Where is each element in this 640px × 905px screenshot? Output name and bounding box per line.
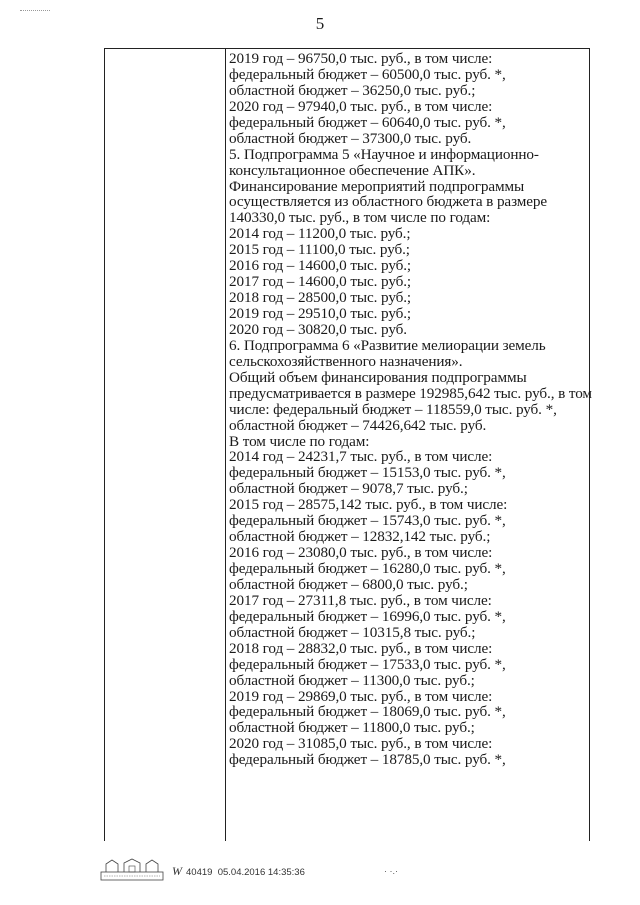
text-line: 2016 год – 23080,0 тыс. руб., в том числе: xyxy=(229,544,493,562)
registry-stamp-logo-icon xyxy=(100,858,164,882)
text-line: 5. Подпрограмма 5 «Научное и информационно- xyxy=(229,145,539,163)
text-line: Финансирование мероприятий подпрограммы xyxy=(229,177,525,195)
text-line: областной бюджет – 10315,8 тыс. руб.; xyxy=(229,623,476,641)
document-footer xyxy=(100,858,540,884)
text-line: федеральный бюджет – 60500,0 тыс. руб. *, xyxy=(229,65,506,83)
text-line: 6. Подпрограмма 6 «Развитие мелиорации земель xyxy=(229,336,546,354)
text-line: 2014 год – 24231,7 тыс. руб., в том числе: xyxy=(229,448,493,466)
scan-corner-mark xyxy=(20,10,50,13)
text-line: областной бюджет – 12832,142 тыс. руб.; xyxy=(229,528,491,546)
doc-timestamp: 05.04.2016 14:35:36 xyxy=(217,867,305,878)
text-line: 2017 год – 14600,0 тыс. руб.; xyxy=(229,273,412,291)
text-line: федеральный бюджет – 18069,0 тыс. руб. *, xyxy=(229,703,506,721)
document-registration-info xyxy=(172,864,305,879)
text-line: 2014 год – 11200,0 тыс. руб.; xyxy=(229,225,411,243)
text-line: 2016 год – 14600,0 тыс. руб.; xyxy=(229,257,412,275)
text-line: Общий объем финансирования подпрограммы xyxy=(229,368,527,386)
text-line: федеральный бюджет – 60640,0 тыс. руб. *, xyxy=(229,113,506,131)
text-line: областной бюджет – 9078,7 тыс. руб.; xyxy=(229,480,468,498)
text-line: областной бюджет – 11300,0 тыс. руб.; xyxy=(229,671,475,689)
text-line: 2017 год – 27311,8 тыс. руб., в том числе: xyxy=(229,591,492,609)
text-line: предусматривается в размере 192985,642 тыс. руб., в том xyxy=(229,384,592,402)
text-line: 2018 год – 28500,0 тыс. руб.; xyxy=(229,289,412,307)
text-line: федеральный бюджет – 15743,0 тыс. руб. *, xyxy=(229,512,506,530)
text-line: областной бюджет – 6800,0 тыс. руб.; xyxy=(229,575,468,593)
text-line: 2018 год – 28832,0 тыс. руб., в том числе: xyxy=(229,639,493,657)
text-line: В том числе по годам: xyxy=(229,432,370,450)
text-line: сельскохозяйственного назначения». xyxy=(229,352,463,370)
text-line: областной бюджет – 37300,0 тыс. руб. xyxy=(229,129,472,147)
text-line: 2019 год – 29510,0 тыс. руб.; xyxy=(229,305,412,322)
text-line: числе: федеральный бюджет – 118559,0 тыс. руб. *, xyxy=(229,400,557,418)
page-number: 5 xyxy=(315,14,325,33)
text-line: областной бюджет – 74426,642 тыс. руб. xyxy=(229,416,487,434)
text-line: 2020 год – 30820,0 тыс. руб. xyxy=(229,320,407,338)
text-line: консультационное обеспечение АПК». xyxy=(229,161,476,179)
table-column-divider xyxy=(225,49,226,841)
doc-number: 40419 xyxy=(186,867,213,878)
text-line: 2020 год – 97940,0 тыс. руб., в том числе: xyxy=(229,97,493,115)
text-line: областной бюджет – 11800,0 тыс. руб.; xyxy=(229,719,475,737)
text-line: 2015 год – 11100,0 тыс. руб.; xyxy=(229,241,410,259)
text-line: 2020 год – 31085,0 тыс. руб., в том числе: xyxy=(229,735,493,753)
document-table xyxy=(104,48,590,841)
text-line: федеральный бюджет – 16280,0 тыс. руб. *, xyxy=(229,560,506,577)
text-line: 2019 год – 96750,0 тыс. руб., в том числе: xyxy=(229,50,493,67)
text-line: федеральный бюджет – 15153,0 тыс. руб. *, xyxy=(229,464,506,482)
text-line: 2019 год – 29869,0 тыс. руб., в том числе: xyxy=(229,687,493,705)
text-line: федеральный бюджет – 18785,0 тыс. руб. *, xyxy=(229,751,506,769)
text-line: федеральный бюджет – 16996,0 тыс. руб. *, xyxy=(229,607,506,625)
text-line: 2015 год – 28575,142 тыс. руб., в том числе: xyxy=(229,496,508,514)
table-content-cell xyxy=(229,50,592,769)
doc-mark: W xyxy=(172,864,182,878)
scan-artifact-marks: · ·.· xyxy=(384,866,398,876)
text-line: федеральный бюджет – 17533,0 тыс. руб. *, xyxy=(229,655,506,673)
text-line: 140330,0 тыс. руб., в том числе по годам: xyxy=(229,209,491,227)
text-line: областной бюджет – 36250,0 тыс. руб.; xyxy=(229,81,476,99)
text-line: осуществляется из областного бюджета в размере xyxy=(229,193,548,211)
